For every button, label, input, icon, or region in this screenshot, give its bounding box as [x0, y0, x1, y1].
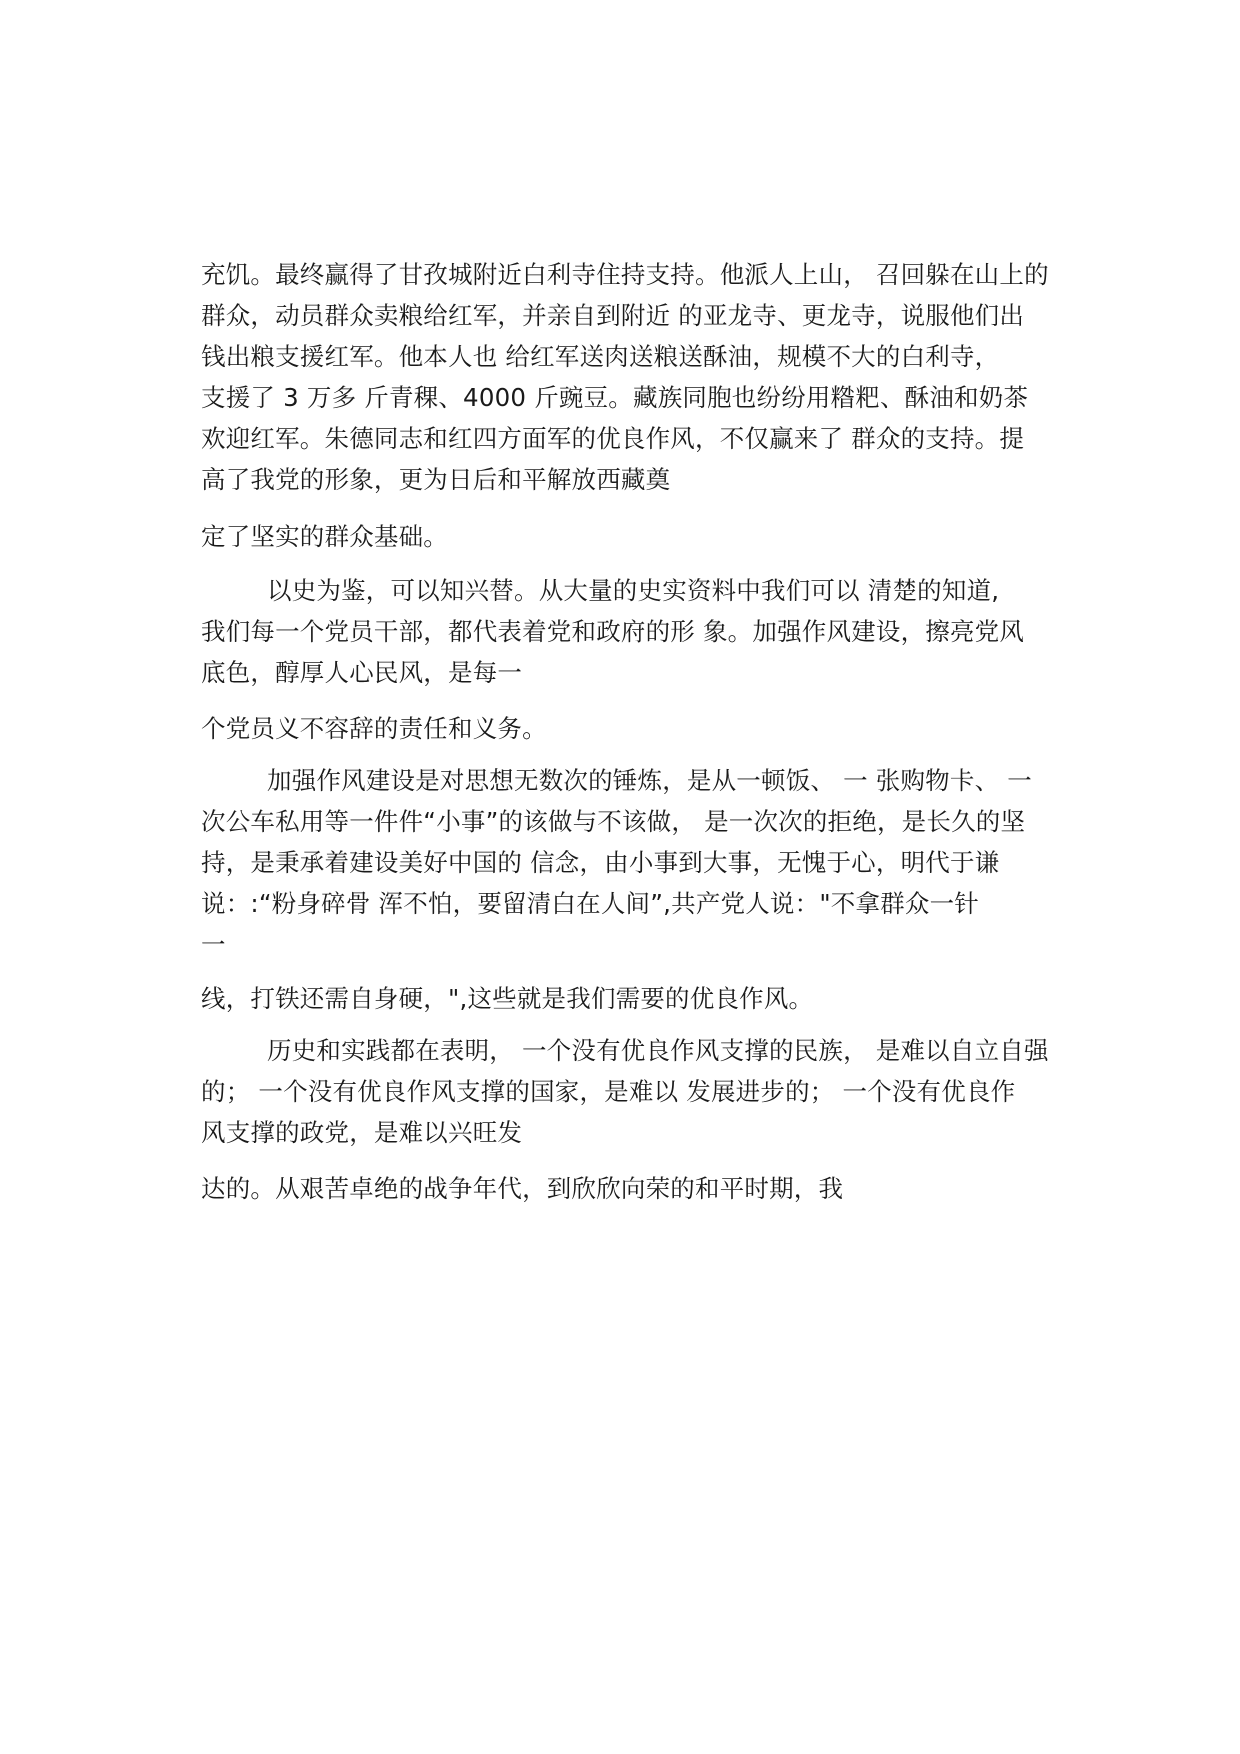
paragraph-tail [201, 708, 1081, 749]
text-line: 我们每一个党员干部，都代表着党和政府的形 象。加强作风建设，擦亮党风 [201, 617, 1025, 646]
paragraph-tail [201, 978, 1081, 1019]
text-line: 群众，动员群众卖粮给红军，并亲自到附近 的亚龙寺、更龙寺，说服他们出 [201, 301, 1025, 330]
paragraph-tail [201, 516, 1081, 557]
paragraph-history-mirror [201, 570, 1081, 693]
text-line: 线，打铁还需自身硬，",这些就是我们需要的优良作风。 [201, 984, 814, 1013]
paragraph-tail [201, 1168, 1081, 1209]
text-line: 底色，醇厚人心民风，是每一 [201, 658, 523, 687]
text-line: 个党员义不容辞的责任和义务。 [201, 714, 547, 743]
text-line: 充饥。最终赢得了甘孜城附近白利寺住持支持。他派人上山， 召回躲在山上的 [201, 260, 1049, 289]
text-line: 历史和实践都在表明， 一个没有优良作风支撑的民族， 是难以自立自强 [267, 1036, 1049, 1065]
text-line: 欢迎红军。朱德同志和红四方面军的优良作风，不仅赢来了 群众的支持。提 [201, 424, 1025, 453]
paragraph-style-building [201, 760, 1081, 965]
text-line: 说：:“粉身碎骨 浑不怕，要留清白在人间”,共产党人说："不拿群众一针 [201, 889, 979, 918]
text-line: 支援了 3 万多 斤青稞、4000 斤豌豆。藏族同胞也纷纷用糌粑、酥油和奶茶 [201, 383, 1029, 412]
paragraph-history-practice [201, 1030, 1081, 1153]
text-line: 以史为鉴，可以知兴替。从大量的史实资料中我们可以 清楚的知道, [267, 576, 1000, 605]
text-line: 高了我党的形象，更为日后和平解放西藏奠 [201, 465, 671, 494]
text-line: 定了坚实的群众基础。 [201, 522, 448, 551]
text-line: 风支撑的政党，是难以兴旺发 [201, 1118, 523, 1147]
text-line: 一 [201, 930, 226, 959]
text-line: 持，是秉承着建设美好中国的 信念，由小事到大事，无愧于心，明代于谦 [201, 848, 1000, 877]
text-line: 加强作风建设是对思想无数次的锤炼，是从一顿饭、 一 张购物卡、 一 [267, 766, 1032, 795]
text-line: 达的。从艰苦卓绝的战争年代，到欣欣向荣的和平时期，我 [201, 1174, 844, 1203]
text-line: 钱出粮支援红军。他本人也 给红军送肉送粮送酥油，规模不大的白利寺， [201, 342, 1000, 371]
paragraph-continuation [201, 254, 1081, 500]
text-line: 的； 一个没有优良作风支撑的国家，是难以 发展进步的； 一个没有优良作 [201, 1077, 1016, 1106]
text-line: 次公车私用等一件件“小事”的该做与不该做， 是一次次的拒绝，是长久的坚 [201, 807, 1026, 836]
